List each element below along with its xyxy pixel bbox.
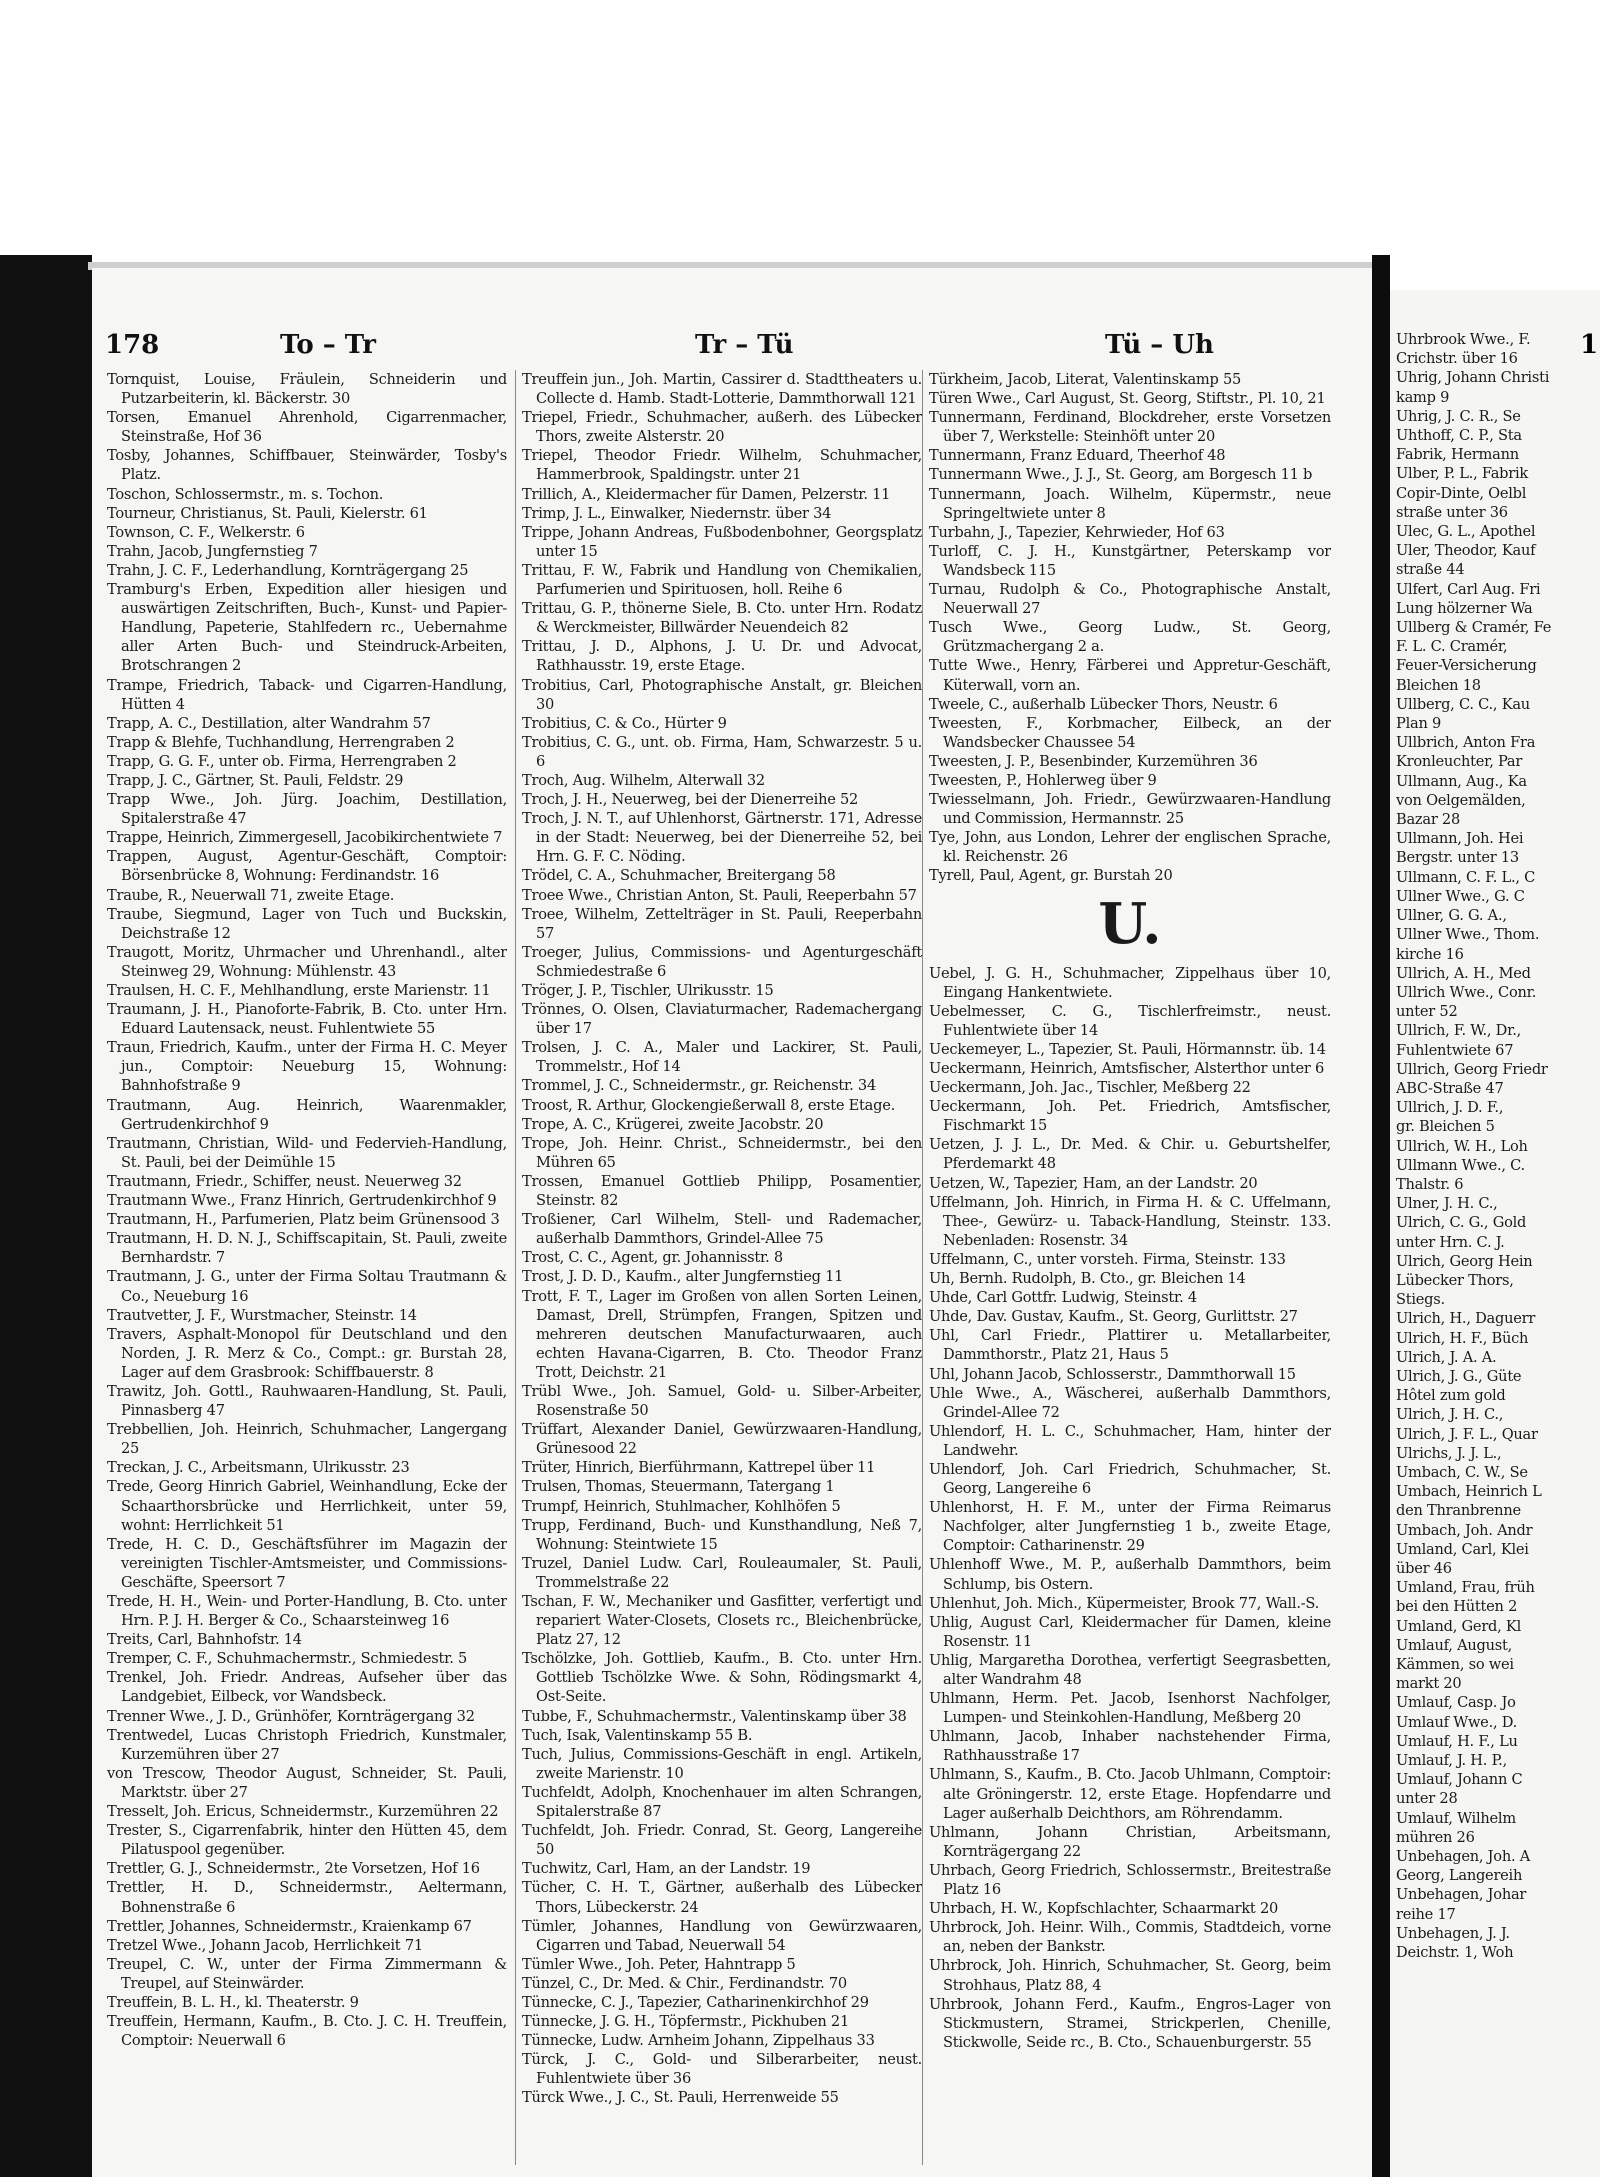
- directory-column-1: [107, 370, 507, 2165]
- directory-entry: Trödel, C. A., Schuhmacher, Breitergang 58: [522, 867, 836, 885]
- directory-entry: Tretzel Wwe., Johann Jacob, Herrlichkeit 71: [107, 1936, 423, 1954]
- right-page-entry: Fabrik, Hermann: [1396, 446, 1519, 464]
- directory-entry: Trentwedel, Lucas Christoph Friedrich, Kunstmaler, Kurzemühren über 27: [107, 1726, 507, 1763]
- directory-entry: Trautvetter, J. F., Wurstmacher, Steinstr. 14: [107, 1306, 417, 1324]
- directory-entry: Türck, J. C., Gold- und Silberarbeiter, neust. Fuhlentwiete über 36: [522, 2051, 922, 2088]
- right-page-entry: unter 52: [1396, 1003, 1458, 1021]
- right-page-entry: ABC-Straße 47: [1396, 1079, 1504, 1097]
- directory-entry: Uhrbrock, Joh. Heinr. Wilh., Commis, Stadtdeich, vorne an, neben der Bankstr.: [929, 1919, 1331, 1956]
- right-page-entry: Unbehagen, Joh. A: [1396, 1848, 1531, 1866]
- right-page-entry: gr. Bleichen 5: [1396, 1118, 1495, 1136]
- right-page-entry: Ullrich, J. D. F.,: [1396, 1099, 1504, 1117]
- directory-entry: Uhlenhoff Wwe., M. P., außerhalb Dammthors, beim Schlump, bis Ostern.: [929, 1556, 1331, 1593]
- directory-entry: Tubbe, F., Schuhmachermstr., Valentinskamp über 38: [522, 1707, 907, 1725]
- directory-entry: Uhlendorf, Joh. Carl Friedrich, Schuhmacher, St. Georg, Langereihe 6: [929, 1460, 1331, 1498]
- right-page-entry: Ullmann, Aug., Ka: [1396, 772, 1527, 790]
- directory-entry: Triepel, Friedr., Schuhmacher, außerh. des Lübecker Thors, zweite Alsterstr. 20: [522, 409, 922, 446]
- right-page-entry: über 46: [1396, 1560, 1452, 1577]
- directory-entry: Tschölzke, Joh. Gottlieb, Kaufm., B. Cto. unter Hrn. Gottlieb Tschölzke Wwe. & Sohn, Rödingsmarkt 4, Ost-Seite.: [522, 1650, 922, 1706]
- column-header-2: Tr – Tü: [695, 330, 794, 360]
- directory-entry: Trapp & Blehfe, Tuchhandlung, Herrengraben 2: [107, 733, 455, 751]
- directory-entry: Uhlmann, Jacob, Inhaber nachstehender Firma, Rathhausstraße 17: [929, 1728, 1331, 1765]
- directory-entry: Trope, Joh. Heinr. Christ., Schneidermstr., bei den Mühren 65: [522, 1134, 922, 1171]
- directory-entry: Uhlmann, Johann Christian, Arbeitsmann, Kornträgergang 22: [929, 1823, 1331, 1860]
- directory-entry: Trautmann, H., Parfumerien, Platz beim Grünensood 3: [107, 1211, 500, 1229]
- directory-entry: Tuch, Isak, Valentinskamp 55 B.: [522, 1726, 753, 1744]
- directory-entry: Trede, H. H., Wein- und Porter-Handlung, B. Cto. unter Hrn. P. J. H. Berger & Co., Schaarsteinweg 16: [107, 1593, 507, 1630]
- right-page-entry: Ulber, P. L., Fabrik: [1396, 465, 1529, 483]
- directory-entry: Tunnermann, Ferdinand, Blockdreher, erste Vorsetzen über 7, Werkstelle: Steinhöft unter 20: [929, 409, 1331, 446]
- directory-entry: Tornquist, Louise, Fräulein, Schneiderin und Putzarbeiterin, kl. Bäckerstr. 30: [107, 371, 507, 408]
- right-page-entry: unter Hrn. C. J.: [1396, 1233, 1505, 1251]
- directory-entry: Tschan, F. W., Mechaniker und Gasfitter, verfertigt und repariert Water-Closets, Closets rc., Bleichenbrücke, Platz 27, 12: [522, 1593, 922, 1649]
- directory-entry: Tresselt, Joh. Ericus, Schneidermstr., Kurzemühren 22: [107, 1803, 499, 1821]
- right-page-entry: Ulrich, J. G., Güte: [1396, 1367, 1522, 1385]
- right-page-entry: Ullberg & Cramér, Fe: [1396, 619, 1552, 637]
- directory-entry: Uhlmann, Herm. Pet. Jacob, Isenhorst Nachfolger, Lumpen- und Steinkohlen-Handlung, Meßberg 20: [929, 1690, 1331, 1727]
- right-page-fragment: [1390, 290, 1600, 2177]
- directory-entry: Tweesten, J. P., Besenbinder, Kurzemühren 36: [929, 752, 1258, 770]
- directory-entry: Trapp, G. G. F., unter ob. Firma, Herrengraben 2: [107, 752, 457, 770]
- right-page-entry: von Oelgemälden,: [1396, 791, 1526, 809]
- directory-entry: Treuffein, Hermann, Kaufm., B. Cto. J. C. H. Treuffein, Comptoir: Neuerwall 6: [107, 2013, 507, 2050]
- directory-entry: Trobitius, C. & Co., Hürter 9: [522, 714, 727, 732]
- directory-entry: Tunnermann, Franz Eduard, Theerhof 48: [929, 447, 1226, 465]
- right-page-entry: reihe 17: [1396, 1905, 1456, 1923]
- directory-entry: Türen Wwe., Carl August, St. Georg, Stiftstr., Pl. 10, 21: [929, 390, 1326, 408]
- right-page-entry: Ullberg, C. C., Kau: [1396, 695, 1530, 713]
- right-page-entry: Ulrich, J. A. A.: [1396, 1348, 1497, 1366]
- directory-entry: Uebel, J. G. H., Schuhmacher, Zippelhaus über 10, Eingang Hankentwiete.: [929, 964, 1331, 1001]
- directory-entry: Trawitz, Joh. Gottl., Rauhwaaren-Handlung, St. Pauli, Pinnasberg 47: [107, 1382, 507, 1420]
- right-page-entry: Ulec, G. L., Apothel: [1396, 523, 1536, 541]
- directory-entry: Trapp Wwe., Joh. Jürg. Joachim, Destillation, Spitalerstraße 47: [107, 791, 507, 828]
- right-page-entry: Ullrich Wwe., Conr.: [1396, 983, 1537, 1001]
- right-page-entry: Ullner, G. G. A.,: [1396, 907, 1507, 925]
- scan-margin-left: [0, 255, 92, 2177]
- directory-entry: Trommel, J. C., Schneidermstr., gr. Reichenstr. 34: [522, 1077, 876, 1095]
- directory-entry: Uhlig, August Carl, Kleidermacher für Damen, kleine Rosenstr. 11: [929, 1613, 1331, 1650]
- directory-entry: Trippe, Johann Andreas, Fußbodenbohner, Georgsplatz unter 15: [522, 523, 922, 560]
- directory-entry: Treuffein jun., Joh. Martin, Cassirer d. Stadttheaters u. Collecte d. Hamb. Stadt-Lotterie, Dammthorwall 121: [522, 371, 922, 408]
- directory-entry: Tünnecke, J. G. H., Töpfermstr., Pickhuben 21: [522, 2013, 849, 2031]
- directory-entry: Tunnermann Wwe., J. J., St. Georg, am Borgesch 11 b: [929, 466, 1313, 484]
- directory-entry: Tunnermann, Joach. Wilhelm, Küpermstr., neue Springeltwiete unter 8: [929, 485, 1331, 522]
- book-gutter: [1372, 255, 1390, 2177]
- directory-entry: Twiesselmann, Joh. Friedr., Gewürzwaaren-Handlung und Commission, Hermannstr. 25: [929, 791, 1331, 828]
- directory-entry: Trapp, J. C., Gärtner, St. Pauli, Feldstr. 29: [107, 771, 404, 789]
- directory-entry: Uffelmann, C., unter vorsteh. Firma, Steinstr. 133: [929, 1250, 1286, 1268]
- directory-entry: Tümler, Johannes, Handlung von Gewürzwaaren, Cigarren und Tabad, Neuerwall 54: [522, 1917, 922, 1954]
- directory-entry: Travers, Asphalt-Monopol für Deutschland und den Norden, J. R. Merz & Co., Compt.: gr. Burstah 28, Lager auf dem Grasbrook: Schiffbauerstr. 8: [107, 1325, 507, 1381]
- directory-entry: Uhrbrock, Joh. Hinrich, Schuhmacher, St. Georg, beim Strohhaus, Platz 88, 4: [929, 1957, 1331, 1994]
- right-page-entry: Kronleuchter, Par: [1396, 753, 1523, 771]
- right-page-entry: Ullmann Wwe., C.: [1396, 1156, 1525, 1174]
- directory-entry: Uetzen, W., Tapezier, Ham, an der Landstr. 20: [929, 1174, 1258, 1192]
- directory-entry: Tosby, Johannes, Schiffbauer, Steinwärder, Tosby's Platz.: [107, 447, 507, 484]
- directory-entry: Treuffein, B. L. H., kl. Theaterstr. 9: [107, 1993, 359, 2011]
- directory-entry: Tuch, Julius, Commissions-Geschäft in engl. Artikeln, zweite Marienstr. 10: [522, 1745, 922, 1782]
- directory-entry: Trulsen, Thomas, Steuermann, Tatergang 1: [522, 1478, 835, 1496]
- directory-entry: Turnau, Rudolph & Co., Photographische Anstalt, Neuerwall 27: [929, 581, 1331, 618]
- directory-entry: Treckan, J. C., Arbeitsmann, Ulrikusstr. 23: [107, 1459, 410, 1477]
- right-page-entry: Ulrich, J. F. L., Quar: [1396, 1425, 1538, 1443]
- directory-entry: Trenkel, Joh. Friedr. Andreas, Aufseher über das Landgebiet, Eilbeck, vor Wandsbeck.: [107, 1669, 507, 1706]
- directory-entry: Troch, Aug. Wilhelm, Alterwall 32: [522, 771, 765, 789]
- directory-entry: Uhl, Johann Jacob, Schlosserstr., Dammthorwall 15: [929, 1365, 1296, 1383]
- directory-entry: Uhlenhut, Joh. Mich., Küpermeister, Brook 77, Wall.-S.: [929, 1594, 1320, 1612]
- directory-entry: Trobitius, Carl, Photographische Anstalt, gr. Bleichen 30: [522, 676, 922, 713]
- right-page-entry: Umland, Frau, früh: [1396, 1579, 1535, 1597]
- right-page-entry: Umlauf, Casp. Jo: [1396, 1694, 1516, 1712]
- section-letter: U.: [1098, 890, 1162, 957]
- column-header-3: Tü – Uh: [1105, 330, 1214, 360]
- directory-entry: Trahn, J. C. F., Lederhandlung, Kornträgergang 25: [107, 561, 469, 579]
- directory-entry: Ueckermann, Joh. Jac., Tischler, Meßberg 22: [929, 1079, 1251, 1097]
- directory-entry: Trittau, G. P., thönerne Siele, B. Cto. unter Hrn. Rodatz & Werckmeister, Billwärder Neuendeich 82: [522, 600, 922, 637]
- directory-entry: Tümler Wwe., Joh. Peter, Hahntrapp 5: [522, 1955, 796, 1973]
- directory-entry: Tünzel, C., Dr. Med. & Chir., Ferdinandstr. 70: [522, 1974, 847, 1992]
- right-page-entry: Umlauf, Johann C: [1396, 1771, 1523, 1789]
- right-page-entry: Ulrich, C. G., Gold: [1396, 1214, 1527, 1232]
- directory-entry: Trüffart, Alexander Daniel, Gewürzwaaren-Handlung, Grünesood 22: [522, 1421, 922, 1458]
- right-page-entry: Bazar 28: [1396, 811, 1460, 829]
- directory-entry: Ueckemeyer, L., Tapezier, St. Pauli, Hörmannstr. üb. 14: [929, 1040, 1326, 1058]
- right-page-entry: Uhrig, Johann Christi: [1396, 369, 1550, 387]
- right-page-entry: Georg, Langereih: [1396, 1867, 1523, 1885]
- right-page-entry: Hôtel zum gold: [1396, 1387, 1506, 1405]
- directory-entry: Uhle Wwe., A., Wäscherei, außerhalb Dammthors, Grindel-Allee 72: [929, 1384, 1331, 1421]
- right-page-entry: Ulrich, Georg Hein: [1396, 1252, 1533, 1270]
- directory-entry: Truzel, Daniel Ludw. Carl, Rouleaumaler, St. Pauli, Trommelstraße 22: [522, 1554, 922, 1591]
- right-page-entry: Umbach, Joh. Andr: [1396, 1521, 1533, 1539]
- right-page-entry: bei den Hütten 2: [1396, 1598, 1518, 1616]
- directory-entry: Tusch Wwe., Georg Ludw., St. Georg, Grützmachergang 2 a.: [929, 619, 1331, 656]
- right-page-entry: Ullrich, Georg Friedr: [1396, 1060, 1548, 1078]
- directory-entry: Tuchwitz, Carl, Ham, an der Landstr. 19: [522, 1860, 811, 1878]
- directory-entry: Trautmann, Christian, Wild- und Federvieh-Handlung, St. Pauli, bei der Deimühle 15: [107, 1134, 507, 1171]
- directory-entry: Trillich, A., Kleidermacher für Damen, Pelzerstr. 11: [522, 485, 891, 503]
- right-page-entry: Umlauf, Wilhelm: [1396, 1809, 1516, 1827]
- directory-entry: Trenner Wwe., J. D., Grünhöfer, Kornträgergang 32: [107, 1707, 475, 1725]
- directory-entry: Tourneur, Christianus, St. Pauli, Kielerstr. 61: [107, 504, 428, 522]
- directory-entry: Trautmann, Friedr., Schiffer, neust. Neuerweg 32: [107, 1172, 462, 1190]
- directory-entry: Tünnecke, Ludw. Arnheim Johann, Zippelhaus 33: [522, 2032, 875, 2050]
- right-page-entry: kamp 9: [1396, 388, 1450, 406]
- directory-entry: Tweesten, P., Hohlerweg über 9: [929, 771, 1157, 789]
- directory-entry: Trede, H. C. D., Geschäftsführer im Magazin der vereinigten Tischler-Amtsmeister, und Commissions-Geschäfte, Speersort 7: [107, 1535, 507, 1591]
- right-page-entry: Uhrig, J. C. R., Se: [1396, 407, 1521, 425]
- directory-entry: Tücher, C. H. T., Gärtner, außerhalb des Lübecker Thors, Lübeckerstr. 24: [522, 1879, 922, 1916]
- directory-entry: Trittau, J. D., Alphons, J. U. Dr. und Advocat, Rathhausstr. 19, erste Etage.: [522, 638, 922, 675]
- directory-entry: Uhlendorf, H. L. C., Schuhmacher, Ham, hinter der Landwehr.: [929, 1422, 1331, 1459]
- right-page-entry: Ullner Wwe., G. C: [1396, 887, 1525, 905]
- directory-entry: Uetzen, J. J. L., Dr. Med. & Chir. u. Geburtshelfer, Pferdemarkt 48: [929, 1136, 1331, 1173]
- directory-entry: Tyrell, Paul, Agent, gr. Burstah 20: [929, 867, 1173, 885]
- directory-entry: Uhrbrook, Johann Ferd., Kaufm., Engros-Lager von Stickmustern, Stramei, Strickperlen, Chenille, Stickwolle, Seide rc., B. Cto., Schauenburgerstr. 55: [929, 1995, 1331, 2051]
- right-page-entry: Plan 9: [1396, 715, 1442, 733]
- right-page-entry: straße 44: [1396, 561, 1465, 579]
- directory-entry: Traube, R., Neuerwall 71, zweite Etage.: [107, 886, 395, 904]
- right-page-column: [1396, 330, 1600, 1962]
- directory-entry: Tuchfeldt, Joh. Friedr. Conrad, St. Georg, Langereihe 50: [522, 1822, 922, 1859]
- directory-entry: Turbahn, J., Tapezier, Kehrwieder, Hof 63: [929, 523, 1225, 541]
- directory-entry: Trott, F. T., Lager im Großen von allen Sorten Leinen, Damast, Drell, Strümpfen, Frangen, Spitzen und mehreren deutschen Manufacturwaaren, auch echten Havana-Cigarren, B. Cto. Theodor Franz Trott, Deichstr. 21: [522, 1287, 922, 1381]
- directory-entry: Tünnecke, C. J., Tapezier, Catharinenkirchhof 29: [522, 1993, 869, 2011]
- directory-entry: Uhlig, Margaretha Dorothea, verfertigt Seegrasbetten, alter Wandrahm 48: [929, 1651, 1331, 1688]
- directory-entry: Toschon, Schlossermstr., m. s. Tochon.: [107, 485, 384, 503]
- right-page-entry: Copir-Dinte, Oelbl: [1396, 484, 1527, 502]
- right-page-entry: kirche 16: [1396, 945, 1464, 963]
- right-page-entry: mühren 26: [1396, 1828, 1475, 1846]
- right-page-entry: Umlauf, August,: [1396, 1636, 1512, 1654]
- right-page-entry: Deichstr. 1, Woh: [1396, 1944, 1514, 1962]
- right-page-entry: Uhthoff, C. P., Sta: [1396, 427, 1522, 445]
- directory-entry: Tweele, C., außerhalb Lübecker Thors, Neustr. 6: [929, 695, 1278, 713]
- directory-entry: Traumann, J. H., Pianoforte-Fabrik, B. Cto. unter Hrn. Eduard Lautensack, neust. Fuhlentwiete 55: [107, 1001, 507, 1038]
- right-page-entry: Ullrich, A. H., Med: [1396, 964, 1531, 982]
- page-number: 178: [105, 330, 160, 360]
- right-page-entry: unter 28: [1396, 1790, 1458, 1808]
- right-page-entry: Umlauf Wwe., D.: [1396, 1713, 1518, 1731]
- right-page-entry: Umland, Carl, Klei: [1396, 1540, 1529, 1558]
- directory-entry: Trimp, J. L., Einwalker, Niedernstr. über 34: [522, 504, 832, 522]
- right-page-entry: Ulrich, H., Daguerr: [1396, 1310, 1536, 1328]
- directory-entry: Trappen, August, Agentur-Geschäft, Comptoir: Börsenbrücke 8, Wohnung: Ferdinandstr. 16: [107, 848, 507, 885]
- directory-entry: Uhde, Carl Gottfr. Ludwig, Steinstr. 4: [929, 1289, 1197, 1307]
- right-page-entry: Lübecker Thors,: [1396, 1271, 1514, 1289]
- directory-entry: Troost, R. Arthur, Glockengießerwall 8, erste Etage.: [522, 1096, 895, 1114]
- directory-entry: Trautmann, Aug. Heinrich, Waarenmakler, Gertrudenkirchhof 9: [107, 1096, 507, 1133]
- directory-entry: Trolsen, J. C. A., Maler und Lackirer, St. Pauli, Trommelstr., Hof 14: [522, 1039, 922, 1076]
- directory-entry: Trautmann, H. D. N. J., Schiffscapitain, St. Pauli, zweite Bernhardstr. 7: [107, 1230, 507, 1267]
- directory-entry: Traube, Siegmund, Lager von Tuch und Buckskin, Deichstraße 12: [107, 905, 507, 942]
- directory-entry: Trampe, Friedrich, Taback- und Cigarren-Handlung, Hütten 4: [107, 676, 507, 713]
- right-page-entry: Ulrich, H. F., Büch: [1396, 1329, 1529, 1347]
- directory-entry: Uhlenhorst, H. F. M., unter der Firma Reimarus Nachfolger, alter Jungfernstieg 1 b., zweite Etage, Comptoir: Catharinenstr. 29: [929, 1499, 1331, 1555]
- right-page-entry: Bleichen 18: [1396, 676, 1481, 694]
- right-page-entry: Crichstr. über 16: [1396, 350, 1518, 368]
- right-page-entry: Bergstr. unter 13: [1396, 849, 1519, 867]
- directory-entry: Trautmann Wwe., Franz Hinrich, Gertrudenkirchhof 9: [107, 1192, 497, 1210]
- right-page-entry: Thalstr. 6: [1396, 1175, 1464, 1193]
- right-page-entry: markt 20: [1396, 1675, 1462, 1693]
- right-page-entry: den Thranbrenne: [1396, 1502, 1521, 1520]
- right-page-entry: Ulrich, J. H. C.,: [1396, 1406, 1504, 1424]
- right-page-entry: Ullrich, F. W., Dr.,: [1396, 1022, 1521, 1040]
- right-page-entry: Unbehagen, J. J.: [1396, 1924, 1510, 1942]
- directory-entry: Trübl Wwe., Joh. Samuel, Gold- u. Silber-Arbeiter, Rosenstraße 50: [522, 1382, 922, 1420]
- directory-entry: Tuchfeldt, Adolph, Knochenhauer im alten Schrangen, Spitalerstraße 87: [522, 1783, 922, 1821]
- right-page-entry: Ulrichs, J. J. L.,: [1396, 1444, 1502, 1462]
- directory-entry: Uhrbach, Georg Friedrich, Schlossermstr., Breitestraße Platz 16: [929, 1861, 1331, 1899]
- directory-entry: Türkheim, Jacob, Literat, Valentinskamp 55: [929, 371, 1242, 388]
- directory-entry: Traun, Friedrich, Kaufm., unter der Firma H. C. Meyer jun., Comptoir: Neueburg 15, Wohnung: Bahnhofstraße 9: [107, 1039, 507, 1095]
- directory-entry: Trede, Georg Hinrich Gabriel, Weinhandlung, Ecke der Schaarthorsbrücke und Herrlichkeit, unter 59, wohnt: Herrlichkeit 51: [107, 1478, 507, 1534]
- directory-entry: Townson, C. F., Welkerstr. 6: [107, 523, 305, 541]
- right-page-entry: Ulfert, Carl Aug. Fri: [1396, 580, 1541, 598]
- directory-entry: Troee, Wilhelm, Zettelträger in St. Pauli, Reeperbahn 57: [522, 905, 922, 942]
- directory-entry: Trumpf, Heinrich, Stuhlmacher, Kohlhöfen 5: [522, 1497, 841, 1515]
- right-page-entry: F. L. C. Cramér,: [1396, 638, 1508, 656]
- directory-entry: Trettler, H. D., Schneidermstr., Aeltermann, Bohnenstraße 6: [107, 1879, 507, 1916]
- directory-entry: Ueckermann, Heinrich, Amtsfischer, Alsterthor unter 6: [929, 1060, 1325, 1077]
- right-page-entry: Kämmen, so wei: [1396, 1656, 1514, 1674]
- directory-entry: Triepel, Theodor Friedr. Wilhelm, Schuhmacher, Hammerbrook, Spaldingstr. unter 21: [522, 447, 922, 484]
- directory-entry: Traugott, Moritz, Uhrmacher und Uhrenhandl., alter Steinweg 29, Wohnung: Mühlenstr. 43: [107, 943, 507, 980]
- directory-entry: Uhrbach, H. W., Kopfschlachter, Schaarmarkt 20: [929, 1900, 1279, 1918]
- right-page-entry: Uhrbrook Wwe., F.: [1396, 331, 1531, 348]
- directory-entry: Trope, A. C., Krügerei, zweite Jacobstr. 20: [522, 1115, 824, 1133]
- right-page-entry: Fuhlentwiete 67: [1396, 1041, 1514, 1059]
- directory-entry: Troch, J. N. T., auf Uhlenhorst, Gärtnerstr. 171, Adresse in der Stadt: Neuerweg, bei der Dienerreihe 52, bei Hrn. G. F. C. Nöding.: [522, 810, 922, 866]
- directory-entry: von Trescow, Theodor August, Schneider, St. Pauli, Marktstr. über 27: [107, 1764, 507, 1801]
- column-header-1: To – Tr: [280, 330, 376, 360]
- directory-entry: Troßiener, Carl Wilhelm, Stell- und Rademacher, außerhalb Dammthors, Grindel-Allee 75: [522, 1211, 922, 1248]
- right-page-entry: Umland, Gerd, Kl: [1396, 1617, 1521, 1635]
- right-page-entry: Ulner, J. H. C.,: [1396, 1195, 1498, 1213]
- directory-entry: Tröger, J. P., Tischler, Ulrikusstr. 15: [522, 982, 774, 999]
- directory-entry: Trester, S., Cigarrenfabrik, hinter den Hütten 45, dem Pilatuspool gegenüber.: [107, 1822, 507, 1859]
- directory-entry: Troee Wwe., Christian Anton, St. Pauli, Reeperbahn 57: [522, 886, 917, 904]
- directory-entry: Treits, Carl, Bahnhofstr. 14: [107, 1631, 302, 1649]
- right-page-entry: Ullmann, Joh. Hei: [1396, 830, 1524, 848]
- directory-entry: Uhl, Carl Friedr., Plattirer u. Metallarbeiter, Dammthorstr., Platz 21, Haus 5: [929, 1327, 1331, 1364]
- right-page-entry: Lung hölzerner Wa: [1396, 599, 1533, 617]
- right-page-entry: straße unter 36: [1396, 503, 1508, 521]
- directory-entry: Trobitius, C. G., unt. ob. Firma, Ham, Schwarzestr. 5 u. 6: [522, 733, 922, 770]
- directory-entry: Trüter, Hinrich, Bierführmann, Kattrepel über 11: [522, 1459, 876, 1477]
- directory-entry: Trönnes, O. Olsen, Claviaturmacher, Rademachergang über 17: [522, 1001, 922, 1038]
- directory-entry: Tweesten, F., Korbmacher, Eilbeck, an der Wandsbecker Chaussee 54: [929, 714, 1331, 751]
- directory-entry: Uh, Bernh. Rudolph, B. Cto., gr. Bleichen 14: [929, 1270, 1246, 1288]
- right-page-entry: Umlauf, J. H. P.,: [1396, 1752, 1507, 1770]
- directory-entry: Tramburg's Erben, Expedition aller hiesigen und auswärtigen Zeitschriften, Buch-, Kunst- und Papier-Handlung, Papeterie, Stahlfedern rc., Uebernahme aller Arten Buch- und Steindruck-Arbeiten, Brotschrangen 2: [107, 581, 507, 675]
- directory-entry: Uffelmann, Joh. Hinrich, in Firma H. & C. Uffelmann, Thee-, Gewürz- u. Taback-Handlung, Steinstr. 133. Nebenladen: Rosenstr. 34: [929, 1193, 1331, 1249]
- right-page-entry: Unbehagen, Johar: [1396, 1886, 1527, 1904]
- right-page-entry: Umbach, Heinrich L: [1396, 1483, 1542, 1501]
- directory-entry: Trupp, Ferdinand, Buch- und Kunsthandlung, Neß 7, Wohnung: Steintwiete 15: [522, 1516, 922, 1553]
- right-page-entry: Stiegs.: [1396, 1291, 1445, 1309]
- directory-column-3: [922, 370, 1331, 2165]
- directory-entry: Tye, John, aus London, Lehrer der englischen Sprache, kl. Reichenstr. 26: [929, 829, 1331, 866]
- directory-entry: Trappe, Heinrich, Zimmergesell, Jacobikirchentwiete 7: [107, 829, 503, 847]
- directory-entry: Trautmann, J. G., unter der Firma Soltau Trautmann & Co., Neueburg 16: [107, 1268, 507, 1305]
- directory-entry: Turloff, C. J. H., Kunstgärtner, Peterskamp vor Wandsbeck 115: [929, 542, 1331, 579]
- right-page-entry: Umbach, C. W., Se: [1396, 1463, 1528, 1481]
- right-page-entry: Feuer-Versicherung: [1396, 657, 1537, 675]
- directory-entry: Tremper, C. F., Schuhmachermstr., Schmiedestr. 5: [107, 1650, 468, 1668]
- directory-entry: Ueckermann, Joh. Pet. Friedrich, Amtsfischer, Fischmarkt 15: [929, 1098, 1331, 1135]
- directory-column-2: [515, 370, 922, 2165]
- right-page-entry: Ullrich, W. H., Loh: [1396, 1137, 1528, 1155]
- page-header: [105, 330, 1360, 366]
- directory-entry: Trossen, Emanuel Gottlieb Philipp, Posamentier, Steinstr. 82: [522, 1172, 922, 1210]
- directory-entry: Trost, J. D. D., Kaufm., alter Jungfernstieg 11: [522, 1268, 844, 1286]
- right-page-number: 1: [1580, 330, 1599, 360]
- directory-entry: Tutte Wwe., Henry, Färberei und Appretur-Geschäft, Küterwall, vorn an.: [929, 657, 1331, 694]
- directory-entry: Troeger, Julius, Commissions- und Agenturgeschäft Schmiedestraße 6: [522, 943, 922, 980]
- directory-entry: Trettler, G. J., Schneidermstr., 2te Vorsetzen, Hof 16: [107, 1860, 480, 1878]
- directory-entry: Trittau, F. W., Fabrik und Handlung von Chemikalien, Parfumerien und Spirituosen, holl. Reihe 6: [522, 561, 922, 599]
- right-page-entry: Ullbrich, Anton Fra: [1396, 734, 1536, 752]
- directory-entry: Treupel, C. W., unter der Firma Zimmermann & Treupel, auf Steinwärder.: [107, 1955, 507, 1992]
- directory-entry: Türck Wwe., J. C., St. Pauli, Herrenweide 55: [522, 2089, 839, 2107]
- directory-entry: Trebbellien, Joh. Heinrich, Schuhmacher, Langergang 25: [107, 1421, 507, 1458]
- right-page-entry: Umlauf, H. F., Lu: [1396, 1732, 1518, 1750]
- directory-entry: Traulsen, H. C. F., Mehlhandlung, erste Marienstr. 11: [107, 982, 491, 999]
- directory-entry: Troch, J. H., Neuerweg, bei der Dienerreihe 52: [522, 791, 859, 809]
- directory-entry: Trahn, Jacob, Jungfernstieg 7: [107, 542, 318, 560]
- directory-entry: Trapp, A. C., Destillation, alter Wandrahm 57: [107, 714, 431, 732]
- right-page-entry: Uler, Theodor, Kauf: [1396, 542, 1536, 560]
- directory-entry: Trettler, Johannes, Schneidermstr., Kraienkamp 67: [107, 1917, 472, 1935]
- directory-entry: Uhlmann, S., Kaufm., B. Cto. Jacob Uhlmann, Comptoir: alte Gröningerstr. 12, erste Etage. Hopfendarre und Lager außerhalb Deichthors, am Röhrendamm.: [929, 1766, 1331, 1822]
- right-page-entry: Ullner Wwe., Thom.: [1396, 926, 1540, 944]
- directory-entry: Uhde, Dav. Gustav, Kaufm., St. Georg, Gurlittstr. 27: [929, 1308, 1298, 1326]
- directory-entry: Trost, C. C., Agent, gr. Johannisstr. 8: [522, 1249, 783, 1267]
- right-page-entry: Ullmann, C. F. L., C: [1396, 868, 1536, 886]
- directory-entry: Uebelmesser, C. G., Tischlerfreimstr., neust. Fuhlentwiete über 14: [929, 1002, 1331, 1039]
- directory-entry: Torsen, Emanuel Ahrenhold, Cigarrenmacher, Steinstraße, Hof 36: [107, 409, 507, 446]
